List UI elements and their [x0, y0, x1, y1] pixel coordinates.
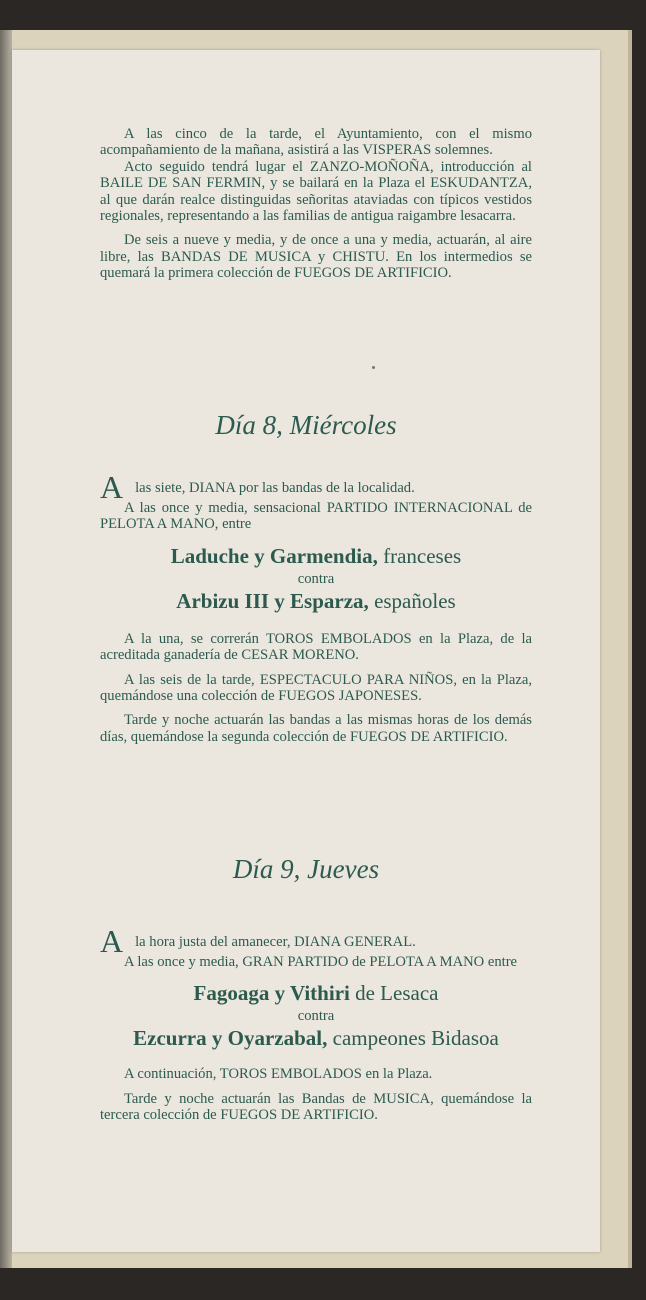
- day8-team-1: [100, 543, 532, 570]
- day8-paragraph-4: A las seis de la tarde, ESPECTACULO PARA NIÑOS, en la Plaza, quemándose una colección de FUEGOS JAPONESES.: [100, 671, 532, 705]
- day8-paragraph-5: Tarde y noche actuarán las bandas a las mismas horas de los demás días, quemándose la segunda colección de FUEGOS DE ARTIFICIO.: [100, 712, 532, 745]
- day8-paragraph-2: A las once y media, sensacional PARTIDO INTERNACIONAL de PELOTA A MANO, entre: [100, 500, 532, 533]
- intro-paragraph-1: A las cinco de la tarde, el Ayuntamiento, con el mismo acompañamiento de la mañana, asistirá a las VISPERAS solemnes.: [100, 126, 532, 159]
- ink-dot: [372, 366, 375, 369]
- day8-paragraph-3: A la una, se correrán TOROS EMBOLADOS en la Plaza, de la acreditada ganadería de CESAR MORENO.: [100, 630, 532, 664]
- day8-team-2: [100, 588, 532, 615]
- day8-heading: Día 8, Miércoles: [215, 410, 397, 440]
- day8-team2-origin: españoles: [374, 588, 456, 613]
- intro-paragraph-2: Acto seguido tendrá lugar el ZANZO-MOÑOÑA, introducción al BAILE DE SAN FERMIN, y se bailará en la Plaza el ESKUDANTZA, al que darán realce distinguidas señoritas ataviadas con típicos vestidos regionales, representando a las familias de antigua raigambre lesacarra.: [100, 158, 532, 225]
- day8-team2-names: Arbizu III y Esparza,: [176, 588, 369, 613]
- day8-team1-origin: franceses: [383, 543, 462, 568]
- intro-paragraph-3: De seis a nueve y media, y de once a una y media, actuarán, al aire libre, las BANDAS DE MUSICA y CHISTU. En los intermedios se quemará la primera colección de FUEGOS DE ARTIFICIO.: [100, 232, 532, 282]
- day9-team1-names: Fagoaga y Vithiri: [193, 981, 350, 1006]
- day9-heading: Día 9, Jueves: [232, 854, 380, 884]
- day9-section: [100, 923, 532, 1124]
- day9-team1-origin: de Lesaca: [355, 981, 439, 1006]
- day8-contra: contra: [297, 570, 335, 587]
- binding-edge: [0, 30, 12, 1268]
- day9-paragraph-3: A continuación, TOROS EMBOLADOS en la Plaza.: [124, 1066, 433, 1083]
- day8-section: [100, 469, 532, 745]
- day9-team2-origin: campeones Bidasoa: [332, 1026, 499, 1051]
- day8-team1-names: Laduche y Garmendia,: [170, 543, 378, 568]
- intro-section: [100, 126, 532, 282]
- day9-team-1: [100, 980, 532, 1007]
- program-page: [12, 50, 600, 1252]
- day9-paragraph-2: A las once y media, GRAN PARTIDO de PELOTA A MANO entre: [124, 954, 518, 970]
- day9-drop-letter: A: [100, 923, 124, 959]
- day9-team-2: [100, 1025, 532, 1052]
- day9-team2-names: Ezcurra y Oyarzabal,: [133, 1026, 328, 1051]
- day9-paragraph-1: la hora justa del amanecer, DIANA GENERAL.: [135, 934, 416, 950]
- day9-paragraph-4: Tarde y noche actuarán las Bandas de MUSICA, quemándose la tercera colección de FUEGOS DE ARTIFICIO.: [100, 1090, 532, 1124]
- day8-drop-letter: A: [100, 469, 124, 505]
- day9-contra: contra: [297, 1008, 335, 1025]
- day8-paragraph-1: las siete, DIANA por las bandas de la localidad.: [135, 480, 415, 496]
